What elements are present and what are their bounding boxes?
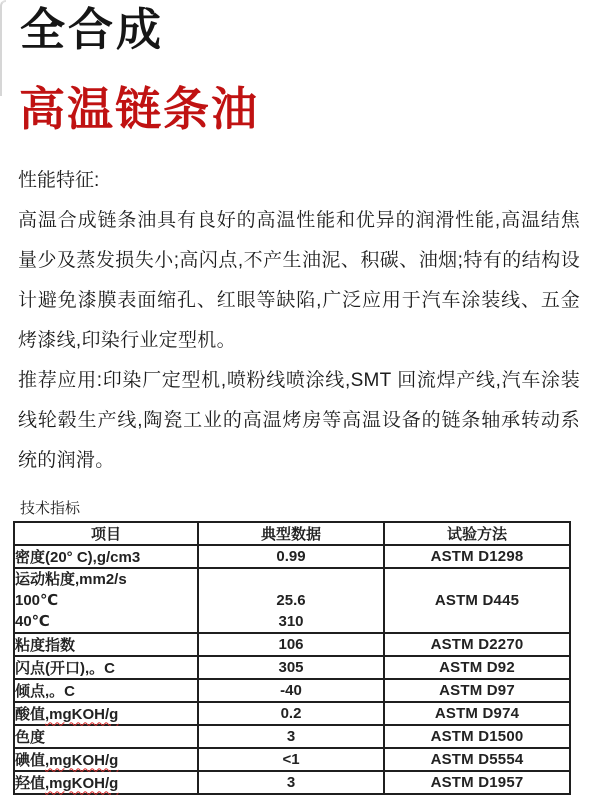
spec-item-suffix: ,mgKOH/g: [45, 774, 119, 792]
spec-method: ASTM D5554: [384, 748, 570, 771]
spec-item-text: 碘值: [15, 751, 46, 769]
features-paragraph: 高温合成链条油具有良好的高温性能和优异的润滑性能,高温结焦量少及蒸发损失小;高闪点,不产生油泥、积碳、油烟;特有的结构设计避免漆膜表面缩孔、红眼等缺陷,广泛应用于汽车涂装线、五金烤漆线,印染行业定型机。: [18, 209, 580, 351]
spec-value: 305: [198, 656, 384, 679]
viscosity-item-line: 运动粘度,mm2/s: [15, 570, 127, 588]
spec-item-suffix: ,mgKOH/g: [45, 751, 119, 769]
spec-table-header-row: [14, 522, 570, 545]
spec-item-text: 闪点(开口),。C: [15, 659, 115, 677]
table-row: [14, 633, 570, 656]
spec-method: ASTM D1500: [384, 725, 570, 748]
spec-item: [14, 679, 198, 702]
spec-item-text: 色度: [15, 728, 46, 746]
features-heading: 性能特征:: [18, 169, 100, 191]
spec-method: ASTM D2270: [384, 633, 570, 656]
viscosity-value-line: 25.6: [276, 591, 306, 609]
viscosity-value-line: 310: [278, 612, 304, 630]
table-row: [14, 656, 570, 679]
spec-method: ASTM D445: [384, 568, 570, 633]
spec-method: ASTM D974: [384, 702, 570, 725]
spec-method: ASTM D1298: [384, 545, 570, 568]
spec-value: <1: [198, 748, 384, 771]
spec-item: [14, 725, 198, 748]
col-header-item: 项目: [14, 522, 198, 545]
applications-paragraph: 推荐应用:印染厂定型机,喷粉线喷涂线,SMT 回流焊产线,汽车涂装线轮毂生产线,陶瓷工业的高温烤房等高温设备的链条轴承转动系统的润滑。: [18, 369, 580, 471]
spec-item-suffix: ,mgKOH/g: [45, 705, 119, 723]
table-row-viscosity: [14, 568, 570, 633]
spec-item-text: 倾点,。C: [15, 682, 76, 700]
spec-value: 106: [198, 633, 384, 656]
spec-table: [13, 521, 571, 795]
viscosity-item-line: 100℃: [15, 591, 59, 609]
spec-item: [14, 656, 198, 679]
table-row-density: [14, 545, 570, 568]
product-title: 高温链条油: [19, 83, 259, 136]
spec-item: [14, 748, 198, 771]
table-row: [14, 771, 570, 794]
viscosity-value-line: [199, 569, 383, 590]
spec-value: [198, 568, 384, 633]
spec-value: 0.2: [198, 702, 384, 725]
col-header-value: 典型数据: [198, 522, 384, 545]
spec-value: 0.99: [198, 545, 384, 568]
spec-item: [14, 771, 198, 794]
spec-table-caption: 技术指标: [20, 499, 81, 517]
table-row: [14, 725, 570, 748]
spec-item: [14, 568, 198, 633]
viscosity-item-line: 40℃: [15, 612, 50, 630]
spec-item: [14, 633, 198, 656]
table-row: [14, 748, 570, 771]
spec-item-text: 酸值: [15, 705, 46, 723]
spec-method: ASTM D92: [384, 656, 570, 679]
table-row: [14, 679, 570, 702]
series-title: 全合成: [20, 4, 165, 55]
spec-item: [14, 702, 198, 725]
spec-value: -40: [198, 679, 384, 702]
spec-method: ASTM D97: [384, 679, 570, 702]
table-row: [14, 702, 570, 725]
page-corner-border: [0, 0, 6, 96]
spec-value: 3: [198, 725, 384, 748]
spec-item: 密度(20° C),g/cm3: [14, 545, 198, 568]
spec-method: ASTM D1957: [384, 771, 570, 794]
spec-item-text: 羟值: [15, 774, 46, 792]
col-header-method: 试验方法: [384, 522, 570, 545]
spec-item-text: 粘度指数: [15, 636, 76, 654]
spec-value: 3: [198, 771, 384, 794]
